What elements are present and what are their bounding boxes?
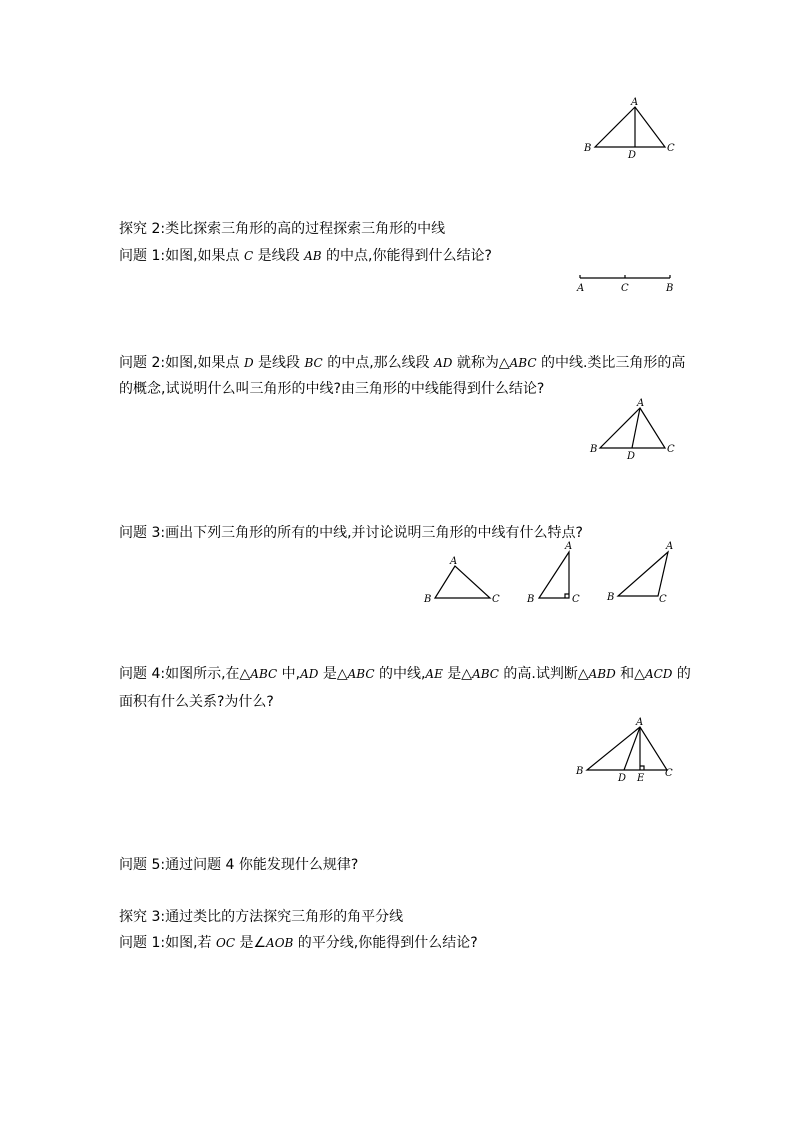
label-b: B (666, 283, 674, 294)
label-d: D (628, 150, 637, 161)
q4-mid3: 的中线, (374, 666, 426, 682)
q2-var-ad: AD (434, 356, 453, 370)
label-d: D (618, 773, 627, 784)
q2-var-abc: ABC (509, 356, 537, 370)
label-b: B (590, 444, 598, 455)
label-b: B (527, 594, 535, 605)
q2-mid1: 是线段 (253, 355, 305, 371)
label-b: B (424, 594, 432, 605)
label-c: C (665, 768, 673, 779)
q1-var-ab: AB (304, 249, 322, 263)
question-4-line1 (119, 664, 691, 684)
label-a: A (565, 541, 573, 552)
label-c: C (667, 143, 675, 154)
label-a: A (637, 398, 645, 409)
q4-mid1: 中, (277, 666, 301, 682)
q2-mid2: 的中点,那么线段 (322, 355, 435, 371)
question-2-line2: 的概念,试说明什么叫三角形的中线?由三角形的中线能得到什么结论? (119, 381, 545, 397)
q6-var-oc: OC (215, 936, 236, 950)
label-a: A (450, 556, 458, 567)
triangle-abc (595, 107, 665, 147)
question-6 (119, 933, 478, 953)
label-b: B (576, 766, 584, 777)
triangle-abc (600, 408, 665, 448)
q6-var-aob: AOB (266, 936, 294, 950)
q4-mid4: 是△ (442, 666, 473, 682)
label-c: C (572, 594, 580, 605)
question-5: 问题 5:通过问题 4 你能发现什么规律? (119, 857, 359, 873)
label-c: C (659, 594, 667, 605)
figure-q4-triangle (572, 715, 682, 787)
label-d: D (627, 451, 636, 462)
q6-suffix: 的平分线,你能得到什么结论? (293, 935, 478, 951)
label-b: B (584, 143, 592, 154)
q4-mid2: 是△ (318, 666, 348, 682)
figure-triangle-1 (420, 550, 505, 610)
q2-prefix: 问题 2:如图,如果点 (119, 355, 244, 371)
label-a: A (636, 717, 644, 728)
triangle-abc (539, 552, 569, 598)
q1-suffix: 的中点,你能得到什么结论? (321, 248, 492, 264)
figure-segment (570, 270, 680, 300)
q4-var-abc-3: ABC (472, 667, 499, 681)
q1-mid: 是线段 (253, 248, 305, 264)
q4-var-ae: AE (425, 667, 443, 681)
q4-var-abc-2: ABC (347, 667, 375, 681)
label-b: B (607, 592, 615, 603)
figure-triangle-2 (522, 538, 592, 608)
q2-var-d: D (243, 356, 254, 370)
triangle-abc (618, 552, 668, 596)
label-a: A (577, 283, 585, 294)
q2-mid3: 就称为△ (452, 355, 510, 371)
q4-prefix: 问题 4:如图所示,在△ (119, 666, 251, 682)
q2-suffix1: 的中线.类比三角形的高 (536, 355, 686, 371)
explore3-title: 探究 3:通过类比的方法探究三角形的角平分线 (119, 909, 404, 925)
explore2-title: 探究 2:类比探索三角形的高的过程探索三角形的中线 (119, 221, 446, 237)
q4-suffix: 的 (672, 666, 691, 682)
label-a: A (631, 97, 639, 108)
label-c: C (492, 594, 500, 605)
q4-var-acd: ACD (644, 667, 673, 681)
q4-var-ad: AD (300, 667, 319, 681)
question-2-line1 (119, 353, 685, 373)
label-c: C (667, 444, 675, 455)
triangle-abc (435, 566, 490, 598)
figure-median-triangle (585, 398, 685, 468)
q4-var-abc-1: ABC (250, 667, 278, 681)
q1-prefix: 问题 1:如图,如果点 (119, 248, 244, 264)
question-1 (119, 246, 492, 266)
q4-mid5: 的高.试判断△ (498, 666, 589, 682)
label-c: C (621, 283, 629, 294)
question-4-line2: 面积有什么关系?为什么? (119, 694, 274, 710)
label-a: A (666, 541, 674, 552)
q6-prefix: 问题 1:如图,若 (119, 935, 216, 951)
q4-var-abd: ABD (588, 667, 616, 681)
figure-triangle-3 (603, 538, 683, 608)
figure-altitude-triangle (580, 95, 680, 165)
q1-var-c: C (243, 249, 254, 263)
question-3: 问题 3:画出下列三角形的所有的中线,并讨论说明三角形的中线有什么特点? (119, 525, 583, 541)
q2-var-bc: BC (304, 356, 323, 370)
q6-mid: 是∠ (235, 935, 267, 951)
q4-mid6: 和△ (615, 666, 645, 682)
label-e: E (637, 773, 645, 784)
